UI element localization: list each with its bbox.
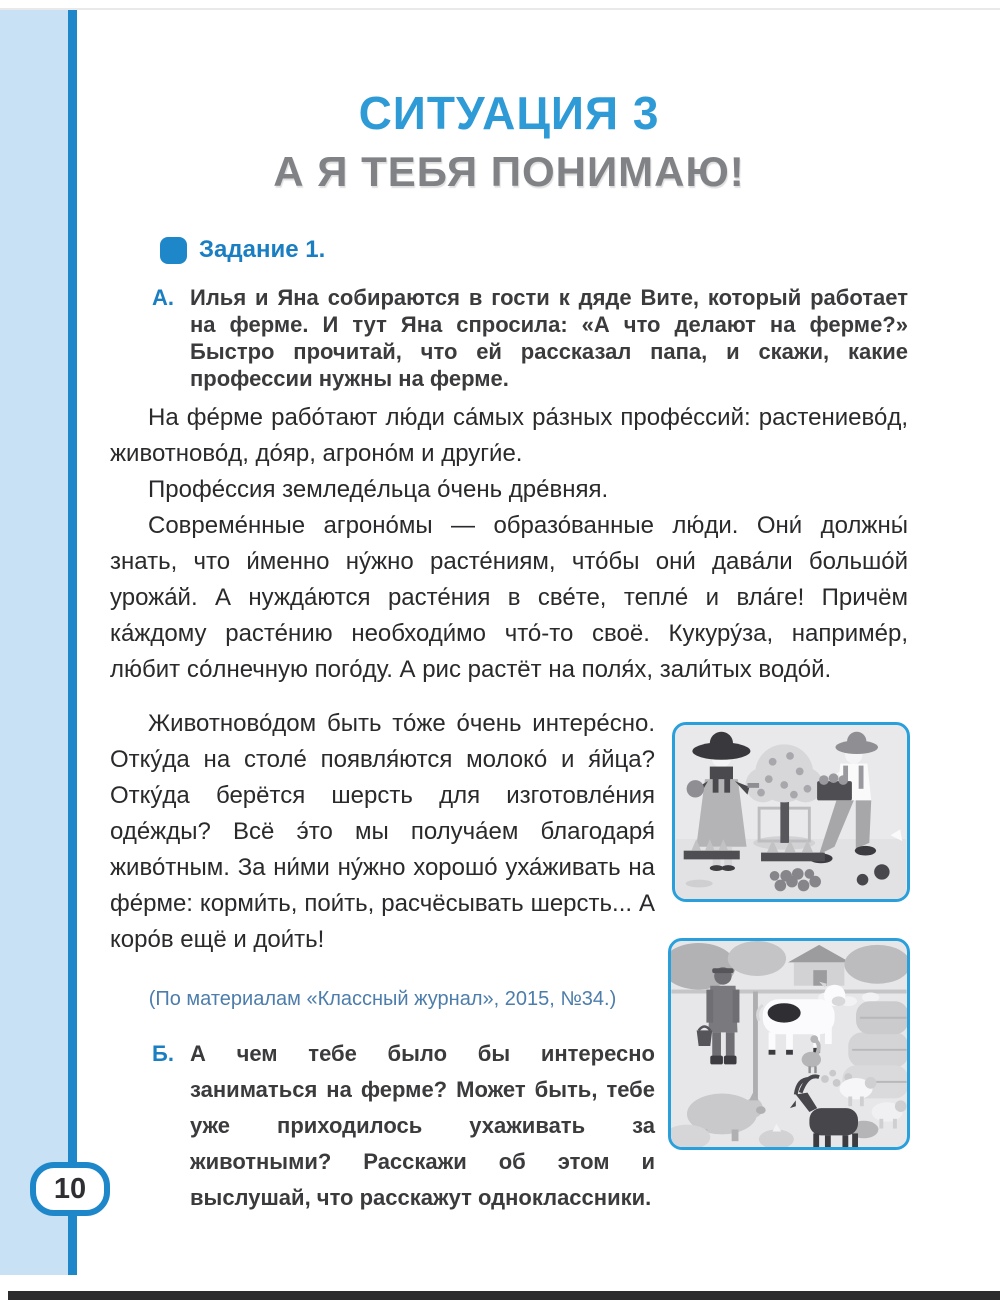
page-number: 10 bbox=[53, 1172, 87, 1205]
part-a-text: Илья и Яна собираются в гости к дяде Вите, который работает на ферме. И тут Яна спросила: «А что делают на ферме?» Быстро прочитай, что ей рассказал папа, и скажи, какие профессии нужны на ферме. bbox=[190, 285, 908, 391]
passage-paragraph: Профе́ссия земледе́льца о́чень дре́вняя. bbox=[148, 476, 609, 503]
farmers-garden-illustration bbox=[672, 722, 910, 902]
part-b-text: А чем тебе было бы интересно заниматься на ферме? Может быть, тебе уже приходилось ухаживать за животными? Расскажи об этом и выслушай, что расскажут одноклассники. bbox=[190, 1041, 655, 1210]
part-b-label: Б. bbox=[152, 1041, 174, 1066]
chapter-subtitle: А Я ТЕБЯ ПОНИМАЮ! bbox=[273, 147, 745, 195]
bottom-page-edge bbox=[8, 1291, 1000, 1300]
reading-passage-side bbox=[110, 706, 655, 958]
reading-passage-top bbox=[110, 400, 908, 688]
sidebar-line bbox=[68, 10, 77, 1275]
sidebar-band bbox=[0, 10, 68, 1275]
task-part-b bbox=[152, 1036, 655, 1216]
part-a-label: А. bbox=[152, 285, 174, 310]
task-part-a bbox=[152, 284, 908, 392]
top-hairline bbox=[0, 8, 1000, 10]
chapter-header bbox=[110, 88, 908, 195]
passage-source: (По материалам «Классный журнал», 2015, №34.) bbox=[148, 988, 617, 1010]
farm-animals-image bbox=[671, 941, 907, 1147]
farmers-garden-image bbox=[675, 725, 907, 899]
page-number-badge bbox=[30, 1162, 110, 1216]
passage-paragraph: На фе́рме рабо́тают лю́ди са́мых ра́зных профе́ссий: растениево́д, животново́д, до́яр, агроно́м и други́е. bbox=[110, 404, 908, 467]
task-heading-label: Задание 1. bbox=[199, 236, 326, 263]
task-heading bbox=[160, 236, 325, 264]
chapter-title: СИТУАЦИЯ 3 bbox=[358, 87, 660, 139]
farm-animals-illustration bbox=[668, 938, 910, 1150]
passage-paragraph: Животново́дом быть то́же о́чень интере́сно. Отку́да на столе́ появля́ются молоко́ и я́йца? Отку́да берётся шерсть для изготовле́ния оде́жды? Всё э́то мы получа́ем благодаря́ живо́тным. За ни́ми ну́жно хорошо́ уха́живать на фе́рме: корми́ть, пои́ть, расчёсывать шерсть... А коро́в ещё и дои́ть! bbox=[110, 710, 655, 953]
square-bullet-icon bbox=[160, 237, 187, 264]
passage-paragraph: Совреме́нные агроно́мы — образо́ванные лю́ди. Они́ должны́ знать, что и́менно ну́жно расте́ниям, что́бы они́ дава́ли большо́й урожа́й. А нужда́ются расте́ния в све́те, тепле́ и вла́ге! Причём ка́ждому расте́нию необходи́мо что́-то своё. Кукуру́за, наприме́р, лю́бит со́лнечную пого́ду. А рис растёт на поля́х, зали́тых водо́й. bbox=[110, 512, 908, 683]
